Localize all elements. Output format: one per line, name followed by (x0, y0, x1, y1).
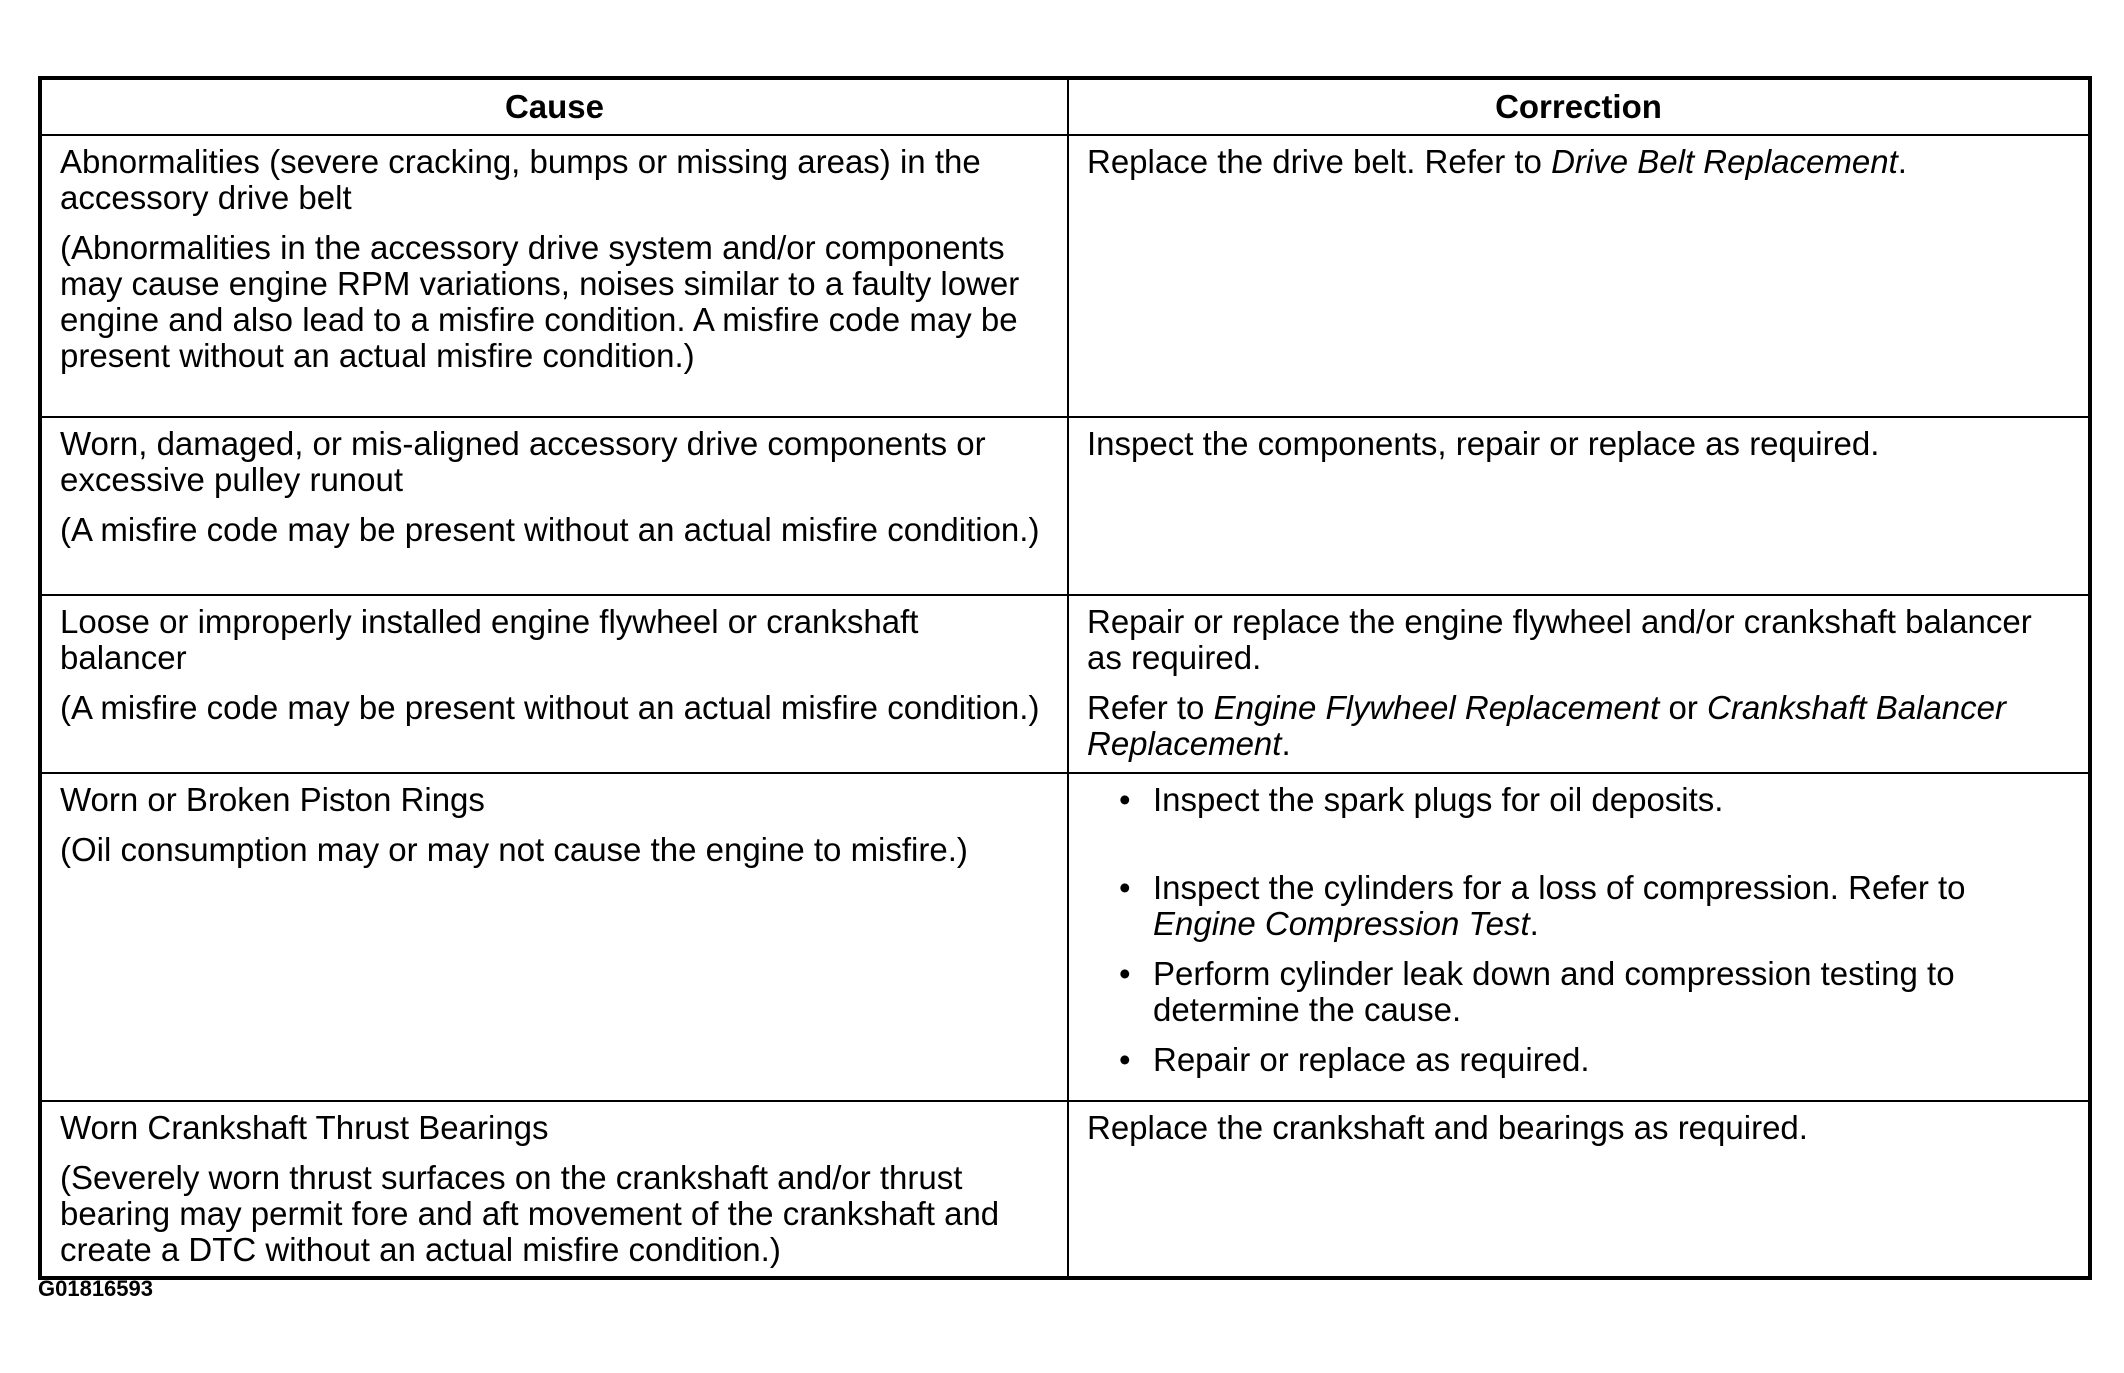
correction-body: Replace the drive belt. Refer to (1087, 143, 1552, 180)
reference-prefix: Refer to (1087, 689, 1214, 726)
cause-text: Abnormalities (severe cracking, bumps or missing areas) in the accessory drive belt (60, 143, 981, 216)
period: . (1897, 143, 1907, 180)
table-row (40, 595, 2090, 773)
period: . (1281, 725, 1291, 762)
correction-cell (1068, 1101, 2090, 1278)
correction-cell (1068, 773, 2090, 1101)
cause-cell (40, 1101, 1068, 1278)
list-item (1119, 1042, 2074, 1078)
cause-note: (Oil consumption may or may not cause the engine to misfire.) (60, 831, 968, 868)
correction-cell (1068, 595, 2090, 773)
bullet-icon: • (1119, 781, 1131, 818)
correction-bullet-list (1087, 782, 2074, 1078)
header-correction: Correction (1068, 78, 2090, 135)
table-header-row (40, 78, 2090, 135)
cause-text: Worn, damaged, or mis-aligned accessory drive components or excessive pulley runout (60, 425, 986, 498)
list-item-text: Repair or replace as required. (1153, 1041, 1590, 1078)
correction-cell (1068, 417, 2090, 595)
reference-link: Crankshaft Balancer Replacement (1087, 689, 2006, 762)
list-item (1119, 956, 2074, 1028)
bullet-icon: • (1119, 955, 1131, 992)
cause-note: (A misfire code may be present without an actual misfire condition.) (60, 689, 1040, 726)
list-item-text: Inspect the spark plugs for oil deposits. (1153, 781, 1724, 818)
reference-or: or (1659, 689, 1707, 726)
cause-note: (Abnormalities in the accessory drive system and/or components may cause engine RPM variations, noises similar to a faulty lower engine and also lead to a misfire condition. A misfire code may be present without an actual misfire condition.) (60, 229, 1020, 374)
table-row (40, 773, 2090, 1101)
correction-cell (1068, 135, 2090, 417)
correction-text: Replace the crankshaft and bearings as required. (1087, 1109, 1808, 1146)
reference-link: Drive Belt Replacement (1551, 143, 1898, 180)
period: . (1529, 905, 1539, 942)
reference-link: Engine Compression Test (1153, 905, 1530, 942)
cause-text: Worn or Broken Piston Rings (60, 781, 485, 818)
cause-note: (Severely worn thrust surfaces on the crankshaft and/or thrust bearing may permit fore and aft movement of the crankshaft and create a DTC without an actual misfire condition.) (60, 1159, 1000, 1268)
cause-text: Worn Crankshaft Thrust Bearings (60, 1109, 549, 1146)
cause-correction-table (38, 76, 2092, 1280)
cause-text: Loose or improperly installed engine flywheel or crankshaft balancer (60, 603, 919, 676)
cause-cell (40, 595, 1068, 773)
list-item-text: Perform cylinder leak down and compression testing to determine the cause. (1153, 955, 1955, 1028)
list-item (1119, 782, 2074, 818)
cause-cell (40, 135, 1068, 417)
table-row (40, 1101, 2090, 1278)
correction-reference (1087, 690, 2074, 762)
correction-text (1087, 144, 2074, 180)
table-row (40, 417, 2090, 595)
figure-code: G01816593 (38, 1276, 153, 1301)
correction-text: Repair or replace the engine flywheel and/or crankshaft balancer as required. (1087, 603, 2032, 676)
bullet-icon: • (1119, 1041, 1131, 1078)
reference-link: Engine Flywheel Replacement (1213, 689, 1660, 726)
header-cause: Cause (40, 78, 1068, 135)
list-item (1119, 870, 2074, 942)
bullet-icon: • (1119, 869, 1131, 906)
cause-cell (40, 417, 1068, 595)
cause-note: (A misfire code may be present without an actual misfire condition.) (60, 511, 1040, 548)
correction-text: Inspect the components, repair or replace as required. (1087, 425, 1880, 462)
table-row (40, 135, 2090, 417)
list-item-text: Inspect the cylinders for a loss of compression. Refer to (1153, 869, 1966, 906)
cause-cell (40, 773, 1068, 1101)
